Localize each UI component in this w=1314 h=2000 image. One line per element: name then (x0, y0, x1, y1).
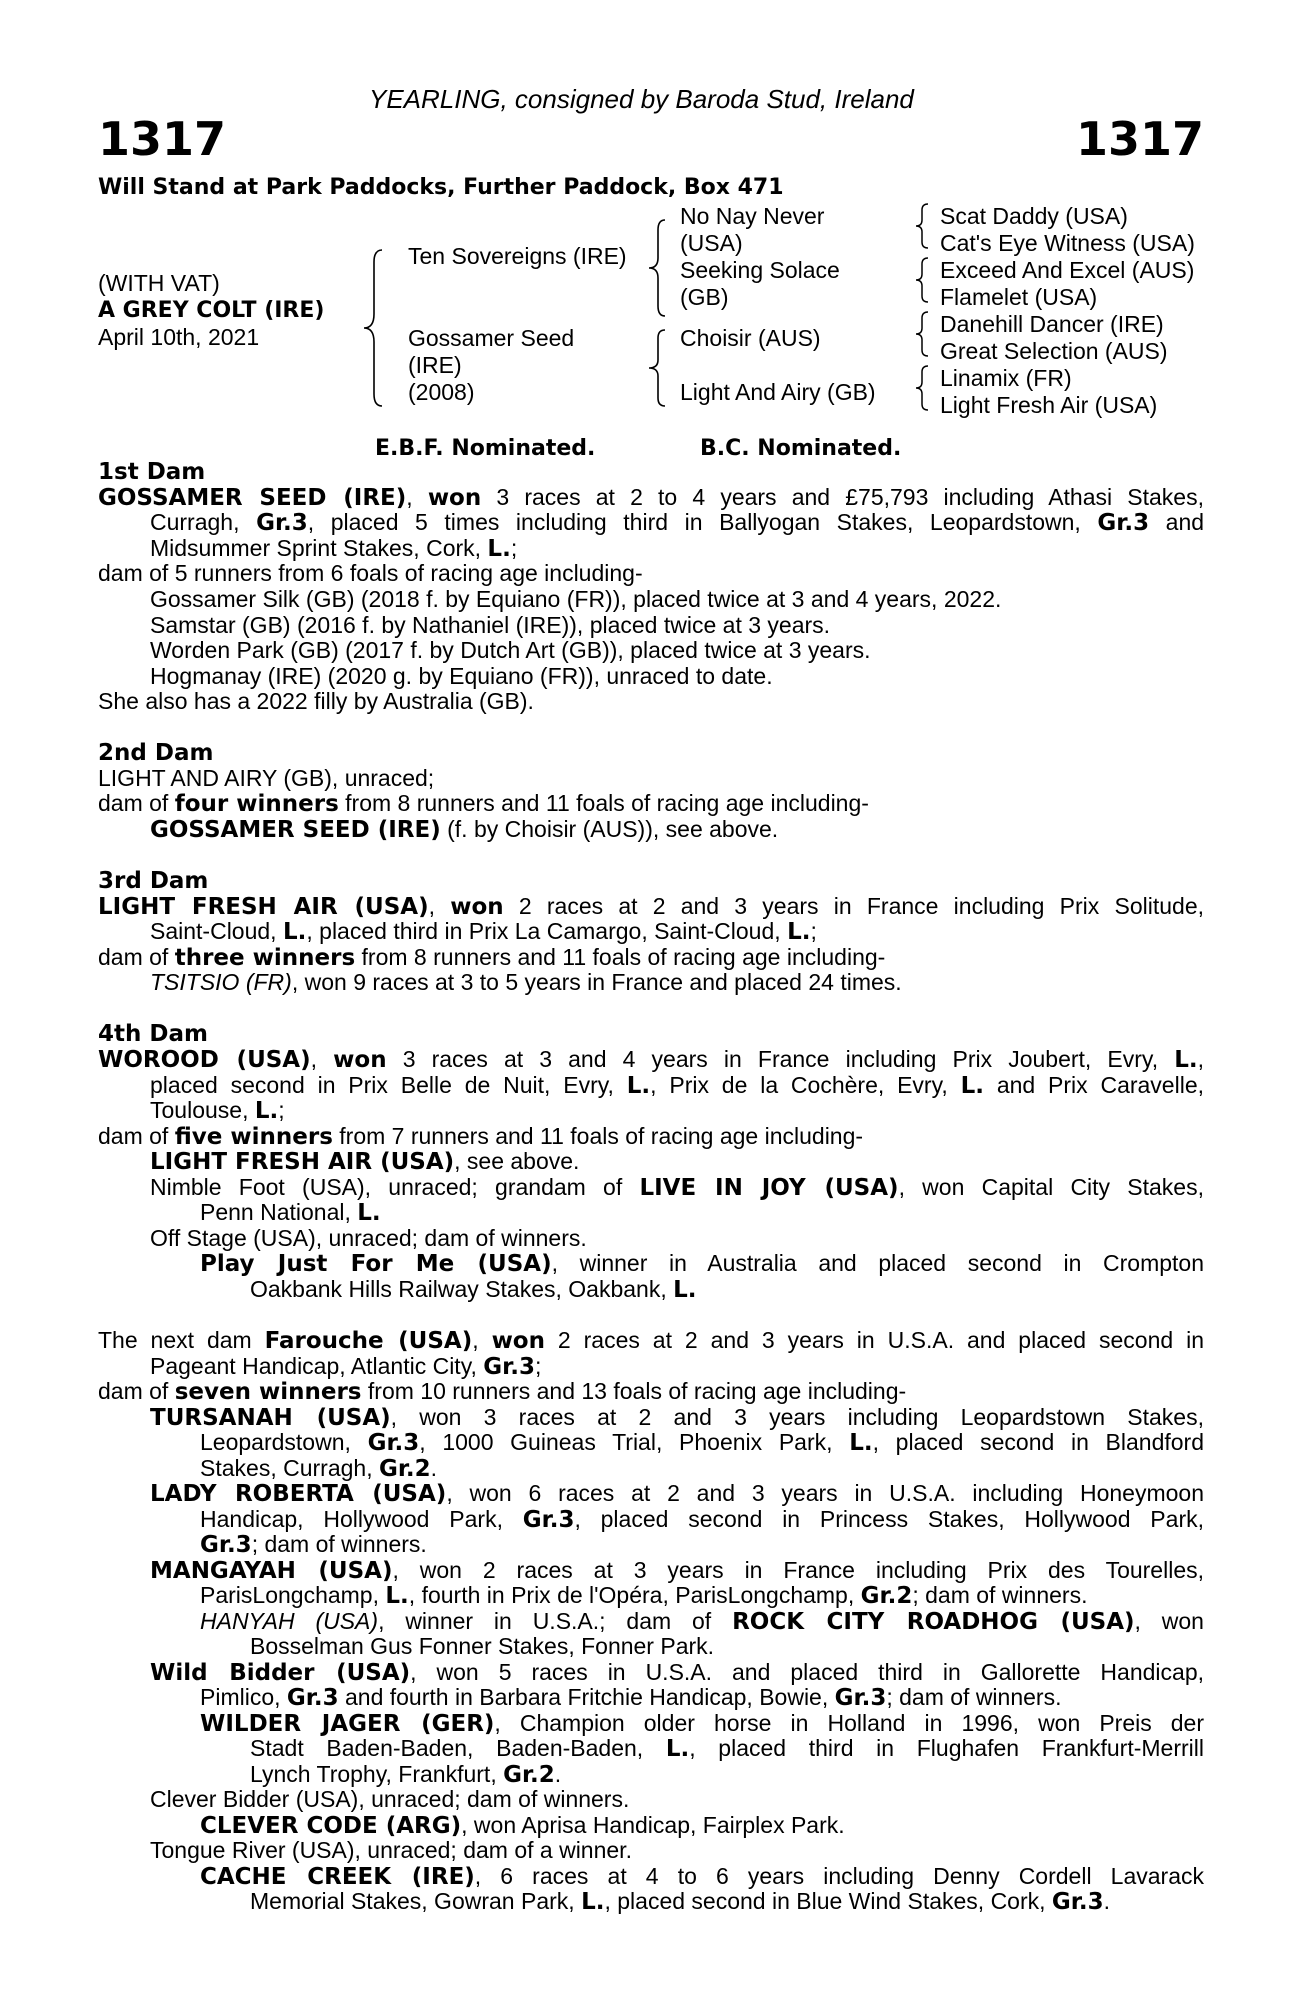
body-line: placed second in Prix Belle de Nuit, Evry, L., Prix de la Cochère, Evry, L. and Prix Caravelle, (150, 1072, 1204, 1099)
pedigree-brace-dam (645, 328, 669, 408)
body-line: Pageant Handicap, Atlantic City, Gr.3; (150, 1353, 542, 1380)
body-line: Memorial Stakes, Gowran Park, L., placed second in Blue Wind Stakes, Cork, Gr.3. (250, 1888, 1110, 1915)
section-heading: 2nd Dam (98, 740, 214, 766)
body-line: Handicap, Hollywood Park, Gr.3, placed second in Princess Stakes, Hollywood Park, (200, 1506, 1204, 1533)
pedigree-gen3-5: Danehill Dancer (IRE) (940, 311, 1164, 337)
pedigree-brace-main (360, 248, 390, 408)
body-line: dam of 5 runners from 6 foals of racing age including- (98, 560, 643, 586)
body-line: The next dam Farouche (USA), won 2 races at 2 and 3 years in U.S.A. and placed second in (98, 1327, 1204, 1354)
pedigree-gen3-1: Scat Daddy (USA) (940, 203, 1128, 229)
body-line: HANYAH (USA), winner in U.S.A.; dam of ROCK CITY ROADHOG (USA), won (200, 1608, 1204, 1635)
body-line: GOSSAMER SEED (IRE) (f. by Choisir (AUS)), see above. (150, 816, 779, 843)
consignment-line: YEARLING, consigned by Baroda Stud, Ireland (369, 84, 914, 114)
section-heading: 1st Dam (98, 459, 206, 485)
body-line: Leopardstown, Gr.3, 1000 Guineas Trial, Phoenix Park, L., placed second in Blandford (200, 1429, 1204, 1456)
body-line: Curragh, Gr.3, placed 5 times including third in Ballyogan Stakes, Leopardstown, Gr.3 and (150, 509, 1205, 536)
body-line: Stadt Baden-Baden, Baden-Baden, L., placed third in Flughafen Frankfurt-Merrill (250, 1735, 1204, 1762)
body-line: Clever Bidder (USA), unraced; dam of winners. (150, 1786, 630, 1812)
body-line: Nimble Foot (USA), unraced; grandam of LIVE IN JOY (USA), won Capital City Stakes, (150, 1174, 1204, 1201)
pedigree-brace-dd (912, 364, 932, 412)
body-line: Gr.3; dam of winners. (200, 1531, 427, 1558)
body-line: Lynch Trophy, Frankfurt, Gr.2. (250, 1761, 562, 1788)
section-heading: 4th Dam (98, 1021, 208, 1047)
body-line: LIGHT FRESH AIR (USA), won 2 races at 2 and 3 years in France including Prix Solitude, (98, 893, 1204, 920)
pedigree-dam-line-2: (IRE) (408, 352, 462, 378)
body-line: MANGAYAH (USA), won 2 races at 3 years in France including Prix des Tourelles, (150, 1557, 1204, 1584)
pedigree-dam-dam: Light And Airy (GB) (680, 379, 876, 405)
body-line: Bosselman Gus Fonner Stakes, Fonner Park. (250, 1633, 715, 1659)
stand-location: Will Stand at Park Paddocks, Further Paddock, Box 471 (98, 175, 784, 200)
body-line: Toulouse, L.; (150, 1097, 285, 1124)
body-line: LADY ROBERTA (USA), won 6 races at 2 and 3 years in U.S.A. including Honeymoon (150, 1480, 1204, 1507)
body-line: Oakbank Hills Railway Stakes, Oakbank, L. (250, 1276, 697, 1303)
body-line: Gossamer Silk (GB) (2018 f. by Equiano (FR)), placed twice at 3 and 4 years, 2022. (150, 586, 1002, 612)
body-line: dam of seven winners from 10 runners and 13 foals of racing age including- (98, 1378, 907, 1405)
pedigree-gen3-8: Light Fresh Air (USA) (940, 392, 1158, 418)
ebf-nomination: E.B.F. Nominated. (375, 436, 596, 461)
pedigree-brace-ds (912, 310, 932, 358)
pedigree-brace-sd (912, 256, 932, 304)
body-line: Samstar (GB) (2016 f. by Nathaniel (IRE)), placed twice at 3 years. (150, 612, 831, 638)
pedigree-sire-dam-line-2: (GB) (680, 284, 729, 310)
body-line: dam of five winners from 7 runners and 11 foals of racing age including- (98, 1123, 864, 1150)
body-line: TURSANAH (USA), won 3 races at 2 and 3 years including Leopardstown Stakes, (150, 1404, 1204, 1431)
pedigree-gen3-7: Linamix (FR) (940, 365, 1072, 391)
body-line: WILDER JAGER (GER), Champion older horse in Holland in 1996, won Preis der (200, 1710, 1205, 1737)
body-line: LIGHT AND AIRY (GB), unraced; (98, 765, 435, 791)
body-line: Play Just For Me (USA), winner in Australia and placed second in Crompton (200, 1250, 1205, 1277)
pedigree-gen3-2: Cat's Eye Witness (USA) (940, 230, 1195, 256)
body-line: dam of three winners from 8 runners and 11 foals of racing age including- (98, 944, 886, 971)
body-line: Tongue River (USA), unraced; dam of a winner. (150, 1837, 632, 1863)
body-line: dam of four winners from 8 runners and 11 foals of racing age including- (98, 790, 869, 817)
body-line: Hogmanay (IRE) (2020 g. by Equiano (FR)), unraced to date. (150, 663, 773, 689)
body-line: WOROOD (USA), won 3 races at 3 and 4 years in France including Prix Joubert, Evry, L., (98, 1046, 1205, 1073)
bc-nomination: B.C. Nominated. (700, 436, 902, 461)
body-line: Penn National, L. (200, 1199, 381, 1226)
body-line: LIGHT FRESH AIR (USA), see above. (150, 1148, 580, 1175)
body-line: Saint-Cloud, L., placed third in Prix La Camargo, Saint-Cloud, L.; (150, 918, 817, 945)
body-line: Pimlico, Gr.3 and fourth in Barbara Fritchie Handicap, Bowie, Gr.3; dam of winners. (200, 1684, 1062, 1711)
pedigree-gen3-3: Exceed And Excel (AUS) (940, 257, 1195, 283)
body-line: Stakes, Curragh, Gr.2. (200, 1455, 438, 1482)
body-line: Off Stage (USA), unraced; dam of winners. (150, 1225, 587, 1251)
foaling-date: April 10th, 2021 (98, 324, 260, 350)
body-line: ParisLongchamp, L., fourth in Prix de l'Opéra, ParisLongchamp, Gr.2; dam of winners. (200, 1582, 1088, 1609)
body-line: GOSSAMER SEED (IRE), won 3 races at 2 to 4 years and £75,793 including Athasi Stakes, (98, 484, 1204, 511)
body-line: She also has a 2022 filly by Australia (GB). (98, 688, 534, 714)
body-line: CACHE CREEK (IRE), 6 races at 4 to 6 years including Denny Cordell Lavarack (200, 1863, 1204, 1890)
body-line: TSITSIO (FR), won 9 races at 3 to 5 years in France and placed 24 times. (150, 969, 902, 995)
body-line: Midsummer Sprint Stakes, Cork, L.; (150, 535, 518, 562)
pedigree-brace-sire (645, 218, 669, 318)
pedigree-gen3-6: Great Selection (AUS) (940, 338, 1168, 364)
pedigree-sire-sire-line-1: No Nay Never (680, 203, 825, 229)
body-line: Worden Park (GB) (2017 f. by Dutch Art (GB)), placed twice at 3 years. (150, 637, 871, 663)
body-line: CLEVER CODE (ARG), won Aprisa Handicap, Fairplex Park. (200, 1812, 845, 1839)
pedigree-gen3-4: Flamelet (USA) (940, 284, 1098, 310)
pedigree-sire-dam-line-1: Seeking Solace (680, 257, 840, 283)
vat-note: (WITH VAT) (98, 270, 220, 296)
horse-name: A GREY COLT (IRE) (98, 298, 325, 323)
pedigree-dam-sire: Choisir (AUS) (680, 325, 821, 351)
pedigree-dam-line-1: Gossamer Seed (408, 325, 575, 351)
pedigree-brace-ss (912, 202, 932, 250)
body-line: Wild Bidder (USA), won 5 races in U.S.A. and placed third in Gallorette Handicap, (150, 1659, 1204, 1686)
pedigree-sire: Ten Sovereigns (IRE) (408, 243, 627, 269)
section-heading: 3rd Dam (98, 868, 209, 894)
pedigree-sire-sire-line-2: (USA) (680, 230, 743, 256)
lot-number-right: 1317 (1075, 112, 1204, 166)
lot-number-left: 1317 (98, 112, 227, 166)
pedigree-dam-line-3: (2008) (408, 379, 475, 405)
